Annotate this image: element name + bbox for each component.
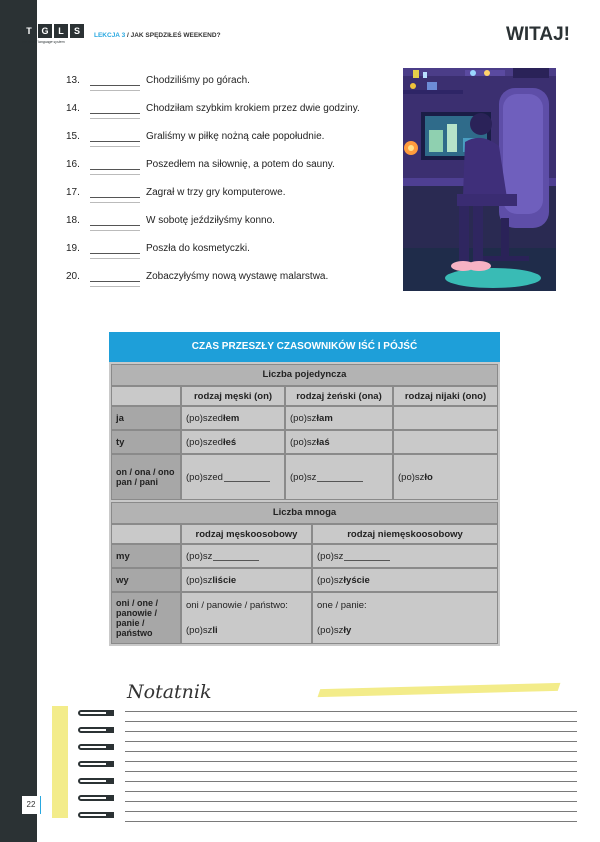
exercise-item [66,266,396,286]
answer-blank[interactable] [90,271,140,282]
fill-blank[interactable] [224,472,270,482]
note-line[interactable] [125,801,577,802]
form-ending: li [212,625,218,636]
form-cell [285,430,393,454]
item-sentence: Chodziliśmy po górach. [146,74,250,86]
table-row [111,592,498,644]
column-header: rodzaj męskoosobowy [181,524,312,544]
form-stem: (po)sz [290,412,317,424]
table-row [111,454,498,500]
note-line[interactable] [125,791,577,792]
note-line[interactable] [125,741,577,742]
fill-blank[interactable] [213,551,259,561]
fill-blank[interactable] [317,472,363,482]
answer-blank[interactable] [90,131,140,142]
note-line[interactable] [125,821,577,822]
notes-highlight-stroke [318,683,561,697]
form-stem: (po)sz [317,625,344,636]
column-header: rodzaj żeński (ona) [285,386,393,406]
form-ending: łeś [222,436,237,448]
grammar-table [109,332,500,646]
item-number: 18. [66,214,80,226]
answer-blank[interactable] [90,75,140,86]
form-ending: liście [212,574,237,586]
lesson-title: / JAK SPĘDZIŁEŚ WEEKEND? [127,32,221,39]
spiral-ring-icon [78,761,114,767]
item-number: 20. [66,270,80,282]
empty-header-cell [111,524,181,544]
form-ending: łaś [316,436,330,448]
spiral-ring-icon [78,812,114,818]
item-number: 13. [66,74,80,86]
form-note: one / panie: [317,600,367,611]
form-value [186,625,218,636]
item-sentence: Poszedłem na siłownię, a potem do sauny. [146,158,335,170]
item-sentence: Graliśmy w piłkę nożną całe popołudnie. [146,130,325,142]
row-label: oni / one / panowie / panie / państwo [111,592,181,644]
answer-blank[interactable] [90,243,140,254]
note-line[interactable] [125,781,577,782]
logo-letter: G [38,24,52,38]
note-line[interactable] [125,721,577,722]
item-number: 17. [66,186,80,198]
form-cell [393,430,498,454]
plural-section-label: Liczba mnoga [111,502,498,524]
item-number: 14. [66,102,80,114]
note-line[interactable] [125,761,577,762]
exercise-item [66,154,396,174]
answer-blank[interactable] [90,103,140,114]
form-cell [181,544,312,568]
note-line[interactable] [125,711,577,712]
table-row [111,544,498,568]
table-row [111,406,498,430]
grammar-table-title: CZAS PRZESZŁY CZASOWNIKÓW IŚĆ I PÓJŚĆ [109,332,500,362]
item-sentence: Zobaczyłyśmy nową wystawę malarstwa. [146,270,329,282]
singular-header-row [111,386,498,406]
answer-blank[interactable] [90,187,140,198]
form-cell [312,544,498,568]
column-header: rodzaj nijaki (ono) [393,386,498,406]
form-cell [393,454,498,500]
item-sentence: Chodziłam szybkim krokiem przez dwie godziny. [146,102,360,114]
form-stem: (po)sz [290,436,317,448]
form-cell [181,430,285,454]
form-cell [181,568,312,592]
exercise-item [66,126,396,146]
form-stem: (po)sz [186,574,213,586]
form-ending: ły [343,625,352,636]
spiral-ring-icon [78,727,114,733]
notebook-yellow-bar [52,706,68,818]
table-row [111,568,498,592]
note-line[interactable] [125,771,577,772]
notes-title: Notatnik [127,681,212,703]
form-value [317,625,351,636]
form-ending: łam [316,412,333,424]
form-cell [312,592,498,644]
exercise-item [66,182,396,202]
form-stem: (po)sz [317,550,344,562]
item-sentence: Poszła do kosmetyczki. [146,242,250,254]
exercise-item [66,210,396,230]
form-ending: łem [222,412,240,424]
tgls-logo [22,24,86,48]
form-stem: (po)szed [186,471,223,483]
row-label: ja [111,406,181,430]
page-number: 22 [22,796,40,814]
item-number: 19. [66,242,80,254]
note-line[interactable] [125,751,577,752]
logo-letter: L [54,24,68,38]
item-number: 15. [66,130,80,142]
answer-blank[interactable] [90,215,140,226]
form-ending: ło [424,471,433,483]
form-note: oni / panowie / państwo: [186,600,288,611]
gamer-illustration [403,68,556,291]
lesson-header [94,32,221,39]
logo-letter: S [70,24,84,38]
form-stem: (po)szed [186,436,223,448]
form-cell [285,406,393,430]
form-stem: (po)szed [186,412,223,424]
row-label: my [111,544,181,568]
row-label: wy [111,568,181,592]
table-row [111,430,498,454]
spiral-ring-icon [78,744,114,750]
note-line[interactable] [125,731,577,732]
item-number: 16. [66,158,80,170]
form-stem: (po)sz [290,471,317,483]
fill-blank[interactable] [344,551,390,561]
lesson-number: LEKCJA 3 [94,32,126,39]
answer-blank[interactable] [90,159,140,170]
form-cell [181,406,285,430]
form-cell [181,592,312,644]
logo-tagline: the global language system [22,40,65,44]
empty-header-cell [111,386,181,406]
grammar-table-body [109,362,500,646]
form-stem: (po)sz [186,550,213,562]
form-stem: (po)sz [186,625,213,636]
plural-header-row [111,524,498,544]
spiral-ring-icon [78,778,114,784]
column-header: rodzaj niemęskoosobowy [312,524,498,544]
form-cell [181,454,285,500]
form-cell [285,454,393,500]
note-line[interactable] [125,811,577,812]
spiral-ring-icon [78,795,114,801]
item-sentence: Zagrał w trzy gry komputerowe. [146,186,286,198]
exercise-item [66,98,396,118]
singular-section-label: Liczba pojedyncza [111,364,498,386]
exercise-item [66,70,396,90]
left-sidebar-strip [0,0,37,842]
row-label: on / ona / ono pan / pani [111,454,181,500]
form-cell [312,568,498,592]
form-ending: łyście [343,574,370,586]
column-header: rodzaj męski (on) [181,386,285,406]
item-sentence: W sobotę jeździłyśmy konno. [146,214,275,226]
page-title: WITAJ! [505,24,570,45]
logo-letter: T [22,24,36,38]
spiral-ring-icon [78,710,114,716]
form-stem: (po)sz [317,574,344,586]
form-cell [393,406,498,430]
exercise-item [66,238,396,258]
row-label: ty [111,430,181,454]
form-stem: (po)sz [398,471,425,483]
